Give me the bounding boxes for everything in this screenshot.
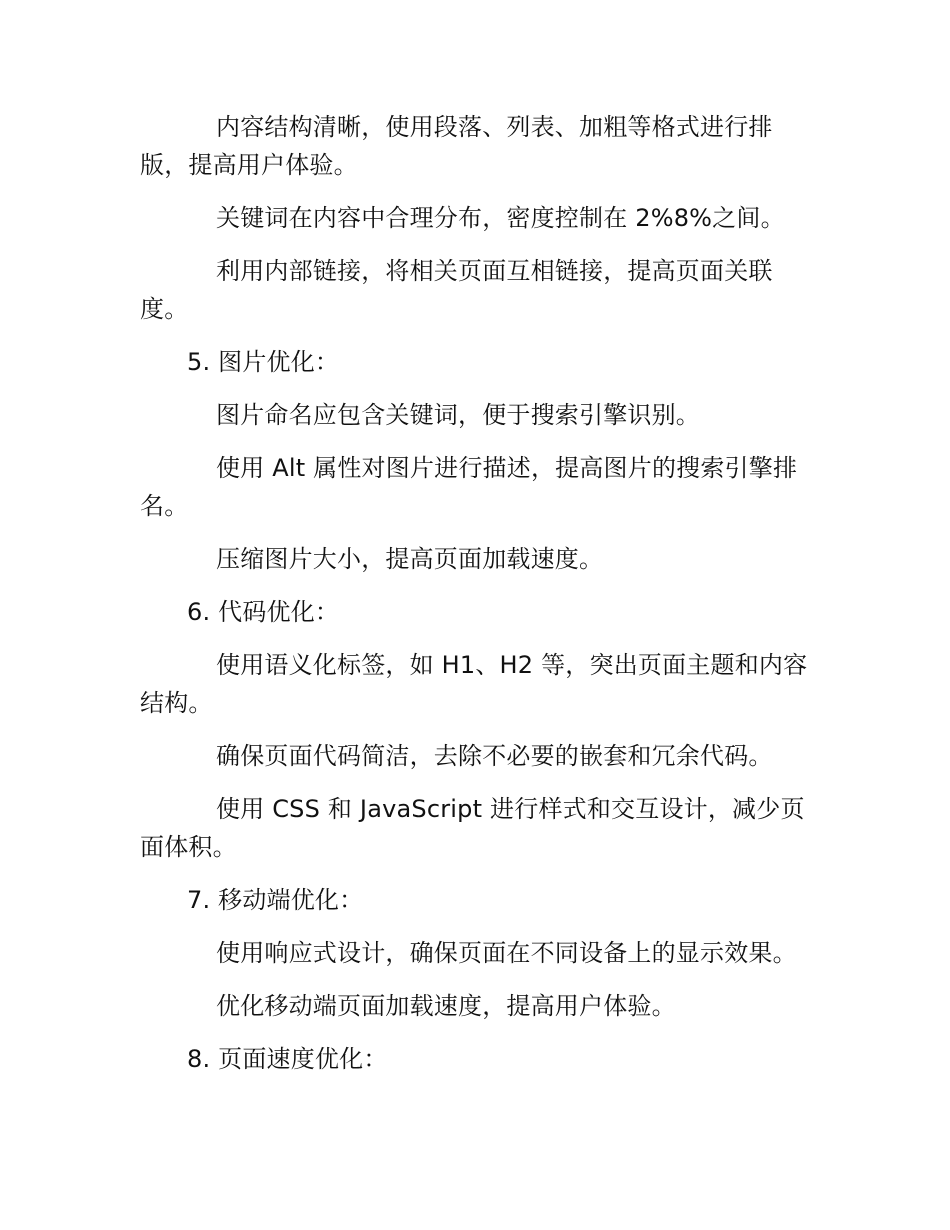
paragraph: 利用内部链接，将相关页面互相链接，提高页面关联度。 <box>140 257 773 323</box>
section-heading: 5. 图片优化： <box>187 348 340 376</box>
paragraph: 使用响应式设计，确保页面在不同设备上的显示效果。 <box>216 939 797 967</box>
paragraph: 使用语义化标签，如 H1、H2 等，突出页面主题和内容结构。 <box>140 651 808 717</box>
paragraph: 关键词在内容中合理分布，密度控制在 2%8%之间。 <box>216 204 785 232</box>
paragraph: 使用 Alt 属性对图片进行描述，提高图片的搜索引擎排名。 <box>140 454 798 520</box>
section-heading: 7. 移动端优化： <box>187 886 364 914</box>
paragraph: 优化移动端页面加载速度，提高用户体验。 <box>216 992 676 1020</box>
paragraph: 图片命名应包含关键词，便于搜索引擎识别。 <box>216 401 700 429</box>
document-body <box>140 108 808 1093</box>
paragraph: 内容结构清晰，使用段落、列表、加粗等格式进行排版，提高用户体验。 <box>140 113 773 179</box>
section-heading: 8. 页面速度优化： <box>187 1045 388 1073</box>
paragraph: 确保页面代码简洁，去除不必要的嵌套和冗余代码。 <box>216 742 773 770</box>
section-heading: 6. 代码优化： <box>187 598 340 626</box>
paragraph: 压缩图片大小，提高页面加载速度。 <box>216 545 604 573</box>
paragraph: 使用 CSS 和 JavaScript 进行样式和交互设计，减少页面体积。 <box>140 795 805 861</box>
